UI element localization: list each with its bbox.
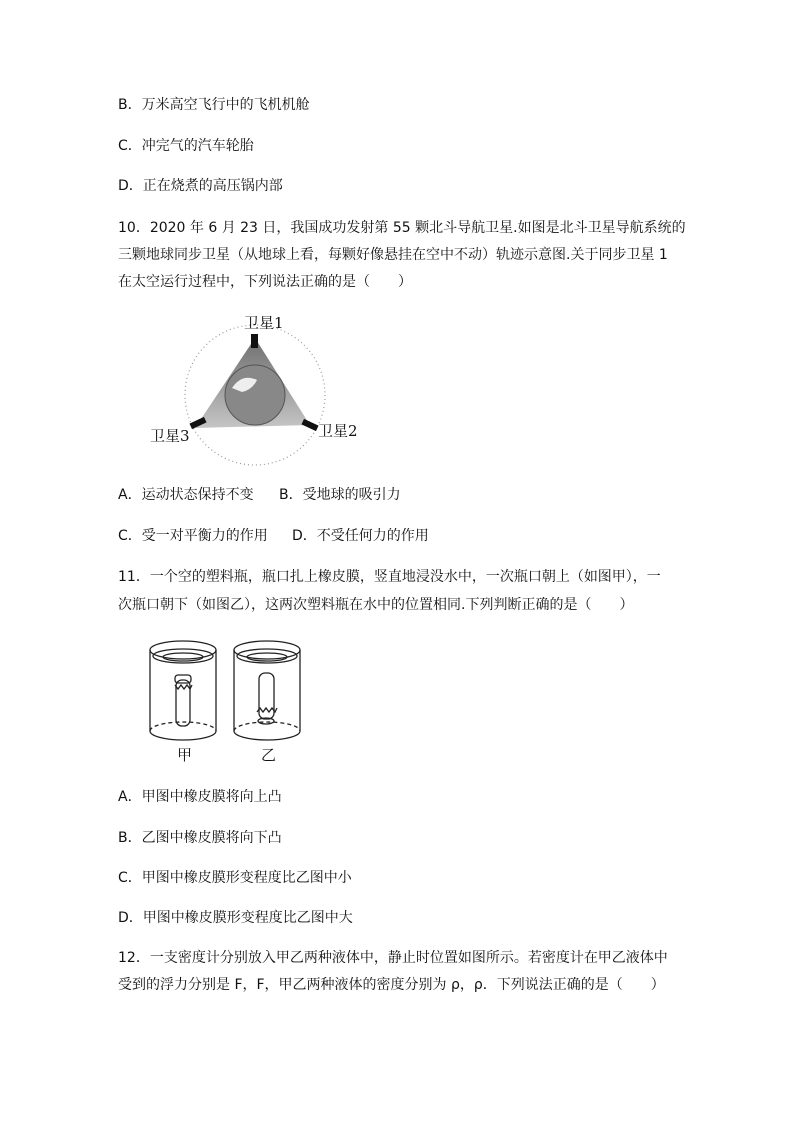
figure-label-yi: 乙: [261, 746, 277, 764]
q9-option-d: D．正在烧煮的高压锅内部: [118, 178, 283, 194]
q9-option-b: B．万米高空飞行中的飞机机舱: [118, 97, 310, 113]
satellite-orbit-figure: [140, 310, 370, 470]
q11-option-d: D．甲图中橡皮膜形变程度比乙图中大: [118, 910, 353, 926]
q10-option-d: D．不受任何力的作用: [292, 528, 429, 544]
q10-option-a: A．运动状态保持不变: [118, 487, 254, 503]
satellite-diagram: [140, 310, 370, 470]
q12-text-line-1: 12．一支密度计分别放入甲乙两种液体中，静止时位置如图所示。若密度计在甲乙液体中: [118, 950, 668, 966]
bottle-figure: [140, 630, 340, 770]
q12-text-line-2: 受到的浮力分别是 F，F，甲乙两种液体的密度分别为 ρ，ρ．下列说法正确的是（ ）: [118, 977, 665, 993]
q11-option-a: A．甲图中橡皮膜将向上凸: [118, 789, 282, 805]
satellite-2-label: 卫星2: [318, 422, 358, 440]
satellite-3-label: 卫星3: [150, 427, 190, 445]
satellite-1-label: 卫星1: [244, 314, 284, 332]
figure-label-jia: 甲: [177, 746, 193, 764]
q11-option-c: C．甲图中橡皮膜形变程度比乙图中小: [118, 870, 352, 886]
q10-option-c: C．受一对平衡力的作用: [118, 528, 268, 544]
q11-text-line-2: 次瓶口朝下（如图乙），这两次塑料瓶在水中的位置相同.下列判断正确的是（ ）: [118, 597, 634, 613]
q9-option-c: C．冲完气的汽车轮胎: [118, 138, 254, 154]
q11-text-line-1: 11．一个空的塑料瓶，瓶口扎上橡皮膜，竖直地浸没水中，一次瓶口朝上（如图甲），一: [118, 569, 661, 585]
q11-option-b: B．乙图中橡皮膜将向下凸: [118, 830, 282, 846]
q10-text-line-1: 10．2020 年 6 月 23 日，我国成功发射第 55 颗北斗导航卫星.如图是北斗卫星导航系统的: [118, 220, 686, 236]
bottles-in-water-diagram: [140, 630, 340, 745]
q10-option-b: B．受地球的吸引力: [279, 487, 401, 503]
q10-text-line-3: 在太空运行过程中，下列说法正确的是（ ）: [118, 274, 412, 290]
q10-text-line-2: 三颗地球同步卫星（从地球上看，每颗好像悬挂在空中不动）轨迹示意图.关于同步卫星 1: [118, 247, 668, 263]
